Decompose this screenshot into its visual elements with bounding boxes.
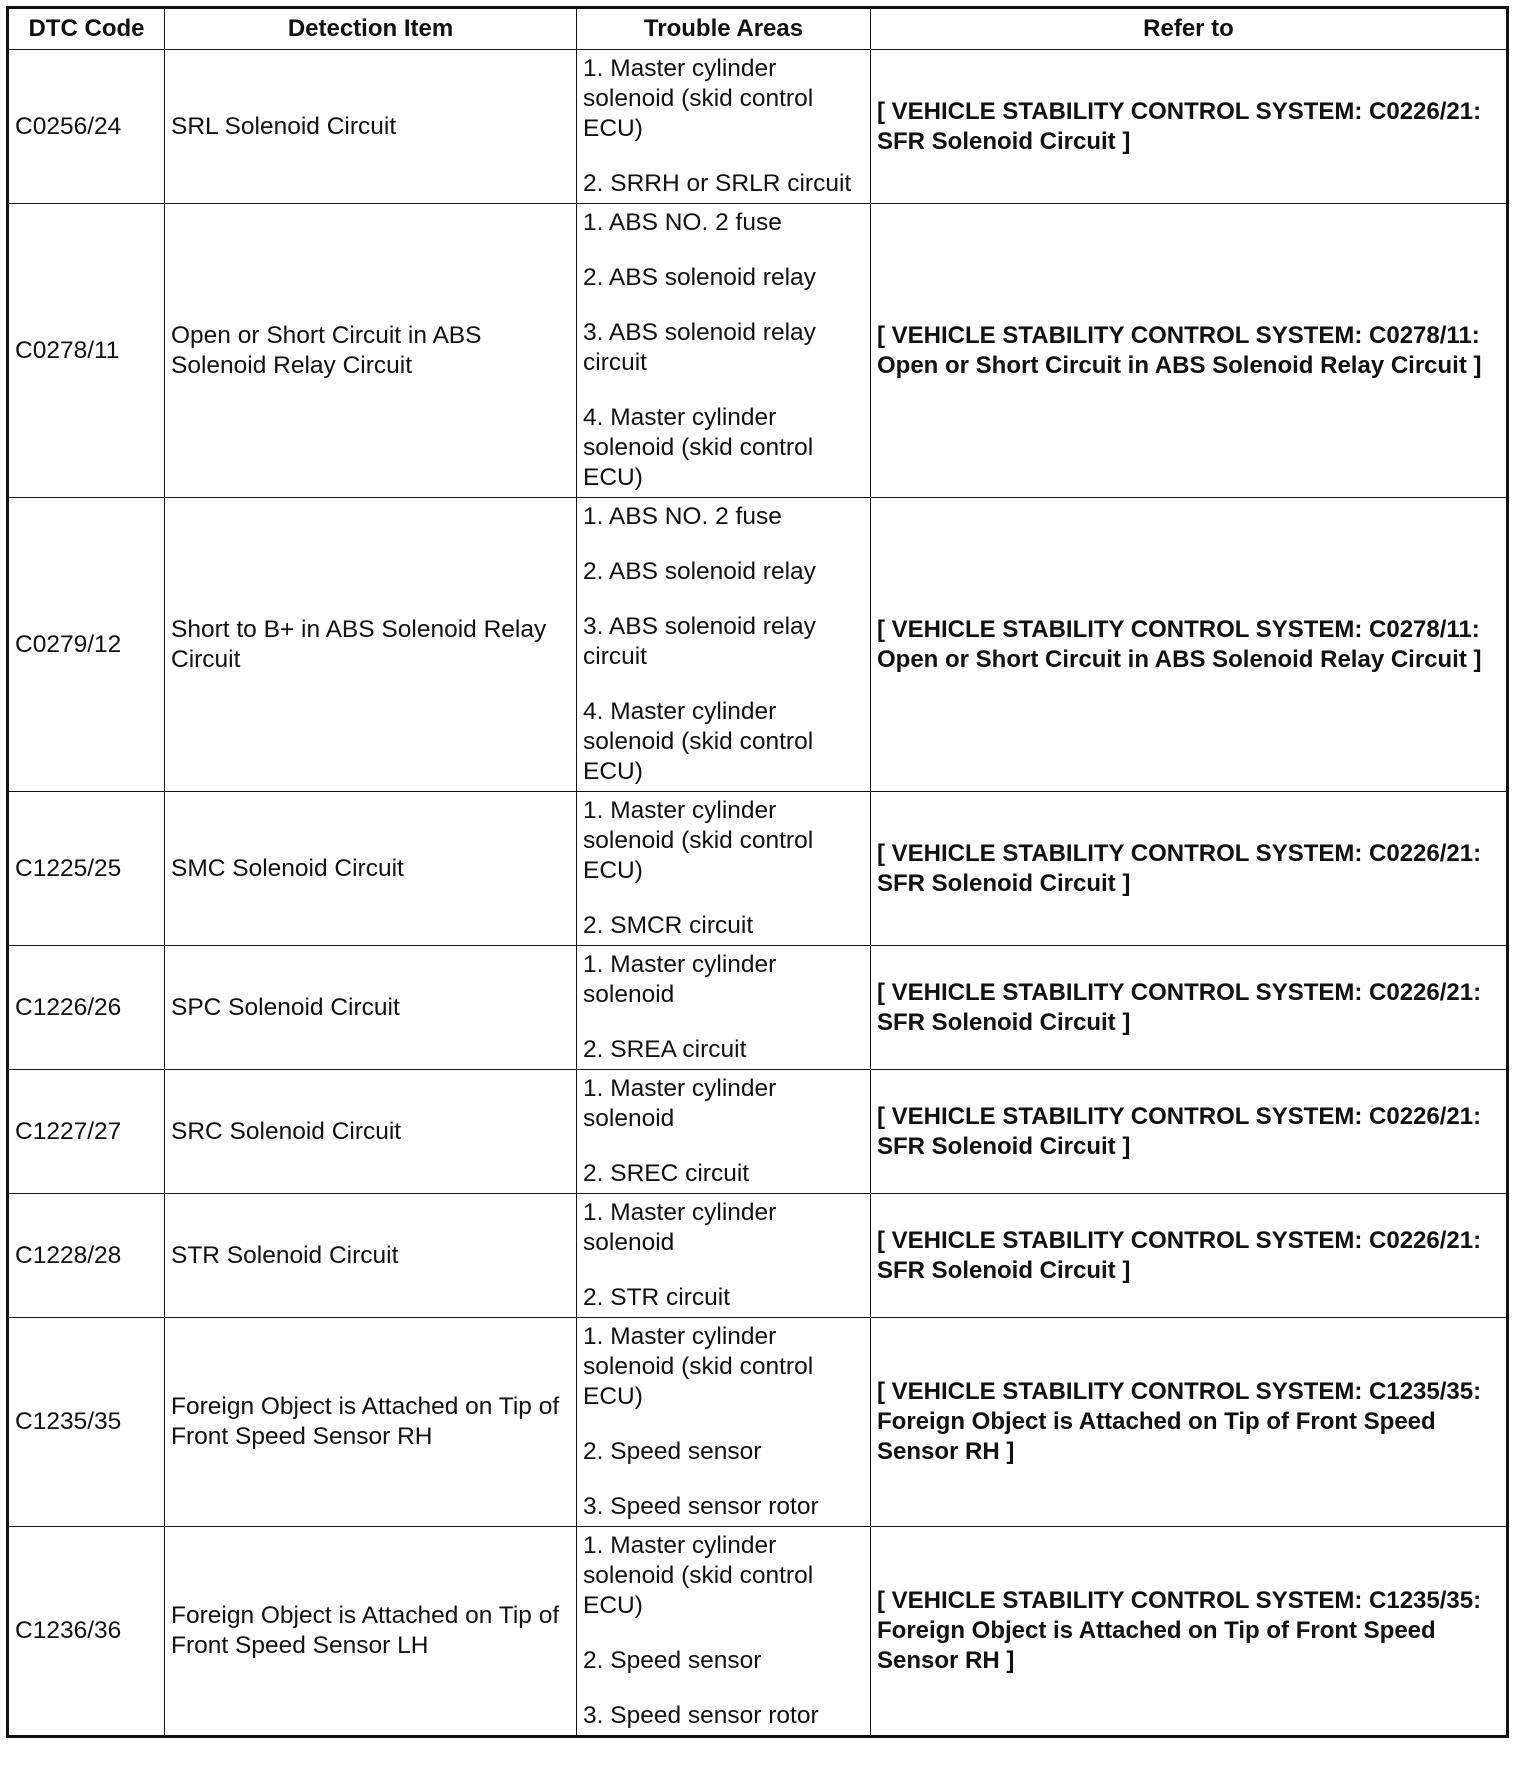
table-row [8,204,1508,498]
table-row [8,1194,1508,1318]
detection-item-cell: SRL Solenoid Circuit [165,50,577,204]
refer-to-link[interactable]: [ VEHICLE STABILITY CONTROL SYSTEM: C0278/11: Open or Short Circuit in ABS Solenoid Relay Circuit ] [871,498,1508,792]
dtc-code-cell: C1235/35 [8,1318,165,1527]
dtc-code-cell: C1228/28 [8,1194,165,1318]
trouble-areas-cell [577,1194,871,1318]
trouble-areas-cell [577,946,871,1070]
table-row [8,792,1508,946]
trouble-areas-cell [577,50,871,204]
trouble-areas-cell [577,1070,871,1194]
detection-item-cell: Short to B+ in ABS Solenoid Relay Circuit [165,498,577,792]
header-detection-item: Detection Item [165,8,577,50]
trouble-areas-cell [577,1318,871,1527]
trouble-area-item: 4. Master cylinder solenoid (skid control ECU) [583,698,814,785]
trouble-area-item: 1. Master cylinder solenoid (skid control ECU) [583,55,814,142]
trouble-area-item: 3. Speed sensor rotor [583,1702,819,1729]
refer-to-link[interactable]: [ VEHICLE STABILITY CONTROL SYSTEM: C1235/35: Foreign Object is Attached on Tip of Front Speed Sensor RH ] [871,1318,1508,1527]
trouble-area-item: 3. ABS solenoid relay circuit [583,613,816,670]
trouble-area-item: 3. ABS solenoid relay circuit [583,319,816,376]
trouble-areas-cell [577,1527,871,1737]
table-row [8,1527,1508,1737]
dtc-table [6,6,1509,1738]
dtc-code-cell: C1236/36 [8,1527,165,1737]
trouble-area-item: 1. ABS NO. 2 fuse [583,209,782,236]
trouble-area-item: 1. Master cylinder solenoid [583,1199,777,1256]
trouble-area-item: 2. Speed sensor [583,1647,762,1674]
refer-to-link[interactable]: [ VEHICLE STABILITY CONTROL SYSTEM: C0226/21: SFR Solenoid Circuit ] [871,1194,1508,1318]
table-row [8,1070,1508,1194]
dtc-code-cell: C1226/26 [8,946,165,1070]
trouble-area-item: 1. Master cylinder solenoid (skid control ECU) [583,1532,814,1619]
refer-to-link[interactable]: [ VEHICLE STABILITY CONTROL SYSTEM: C1235/35: Foreign Object is Attached on Tip of Front Speed Sensor RH ] [871,1527,1508,1737]
header-trouble-areas: Trouble Areas [577,8,871,50]
header-dtc-code: DTC Code [8,8,165,50]
trouble-areas-cell [577,792,871,946]
trouble-area-item: 2. SMCR circuit [583,912,754,939]
table-row [8,498,1508,792]
refer-to-link[interactable]: [ VEHICLE STABILITY CONTROL SYSTEM: C0226/21: SFR Solenoid Circuit ] [871,946,1508,1070]
detection-item-cell: STR Solenoid Circuit [165,1194,577,1318]
trouble-area-item: 2. SREA circuit [583,1036,747,1063]
dtc-code-cell: C0279/12 [8,498,165,792]
trouble-area-item: 1. Master cylinder solenoid (skid control ECU) [583,1323,814,1410]
dtc-code-cell: C0278/11 [8,204,165,498]
refer-to-link[interactable]: [ VEHICLE STABILITY CONTROL SYSTEM: C0226/21: SFR Solenoid Circuit ] [871,50,1508,204]
detection-item-cell: Foreign Object is Attached on Tip of Front Speed Sensor RH [165,1318,577,1527]
trouble-area-item: 1. ABS NO. 2 fuse [583,503,782,530]
detection-item-cell: Foreign Object is Attached on Tip of Front Speed Sensor LH [165,1527,577,1737]
refer-to-link[interactable]: [ VEHICLE STABILITY CONTROL SYSTEM: C0226/21: SFR Solenoid Circuit ] [871,792,1508,946]
trouble-area-item: 1. Master cylinder solenoid [583,951,777,1008]
detection-item-cell: SPC Solenoid Circuit [165,946,577,1070]
trouble-area-item: 1. Master cylinder solenoid (skid control ECU) [583,797,814,884]
trouble-area-item: 1. Master cylinder solenoid [583,1075,777,1132]
table-body [8,50,1508,1737]
trouble-area-item: 2. SREC circuit [583,1160,750,1187]
dtc-code-cell: C0256/24 [8,50,165,204]
trouble-area-item: 2. Speed sensor [583,1438,762,1465]
detection-item-cell: SMC Solenoid Circuit [165,792,577,946]
trouble-area-item: 2. ABS solenoid relay [583,558,816,585]
refer-to-link[interactable]: [ VEHICLE STABILITY CONTROL SYSTEM: C0226/21: SFR Solenoid Circuit ] [871,1070,1508,1194]
refer-to-link[interactable]: [ VEHICLE STABILITY CONTROL SYSTEM: C0278/11: Open or Short Circuit in ABS Solenoid Relay Circuit ] [871,204,1508,498]
dtc-code-cell: C1225/25 [8,792,165,946]
table-row [8,1318,1508,1527]
table-row [8,50,1508,204]
dtc-code-cell: C1227/27 [8,1070,165,1194]
trouble-area-item: 4. Master cylinder solenoid (skid control ECU) [583,404,814,491]
trouble-area-item: 2. SRRH or SRLR circuit [583,170,852,197]
trouble-areas-cell [577,498,871,792]
detection-item-cell: Open or Short Circuit in ABS Solenoid Relay Circuit [165,204,577,498]
header-refer-to: Refer to [871,8,1508,50]
table-row [8,946,1508,1070]
trouble-area-item: 3. Speed sensor rotor [583,1493,819,1520]
trouble-area-item: 2. ABS solenoid relay [583,264,816,291]
table-header-row [8,8,1508,50]
trouble-areas-cell [577,204,871,498]
detection-item-cell: SRC Solenoid Circuit [165,1070,577,1194]
trouble-area-item: 2. STR circuit [583,1284,731,1311]
